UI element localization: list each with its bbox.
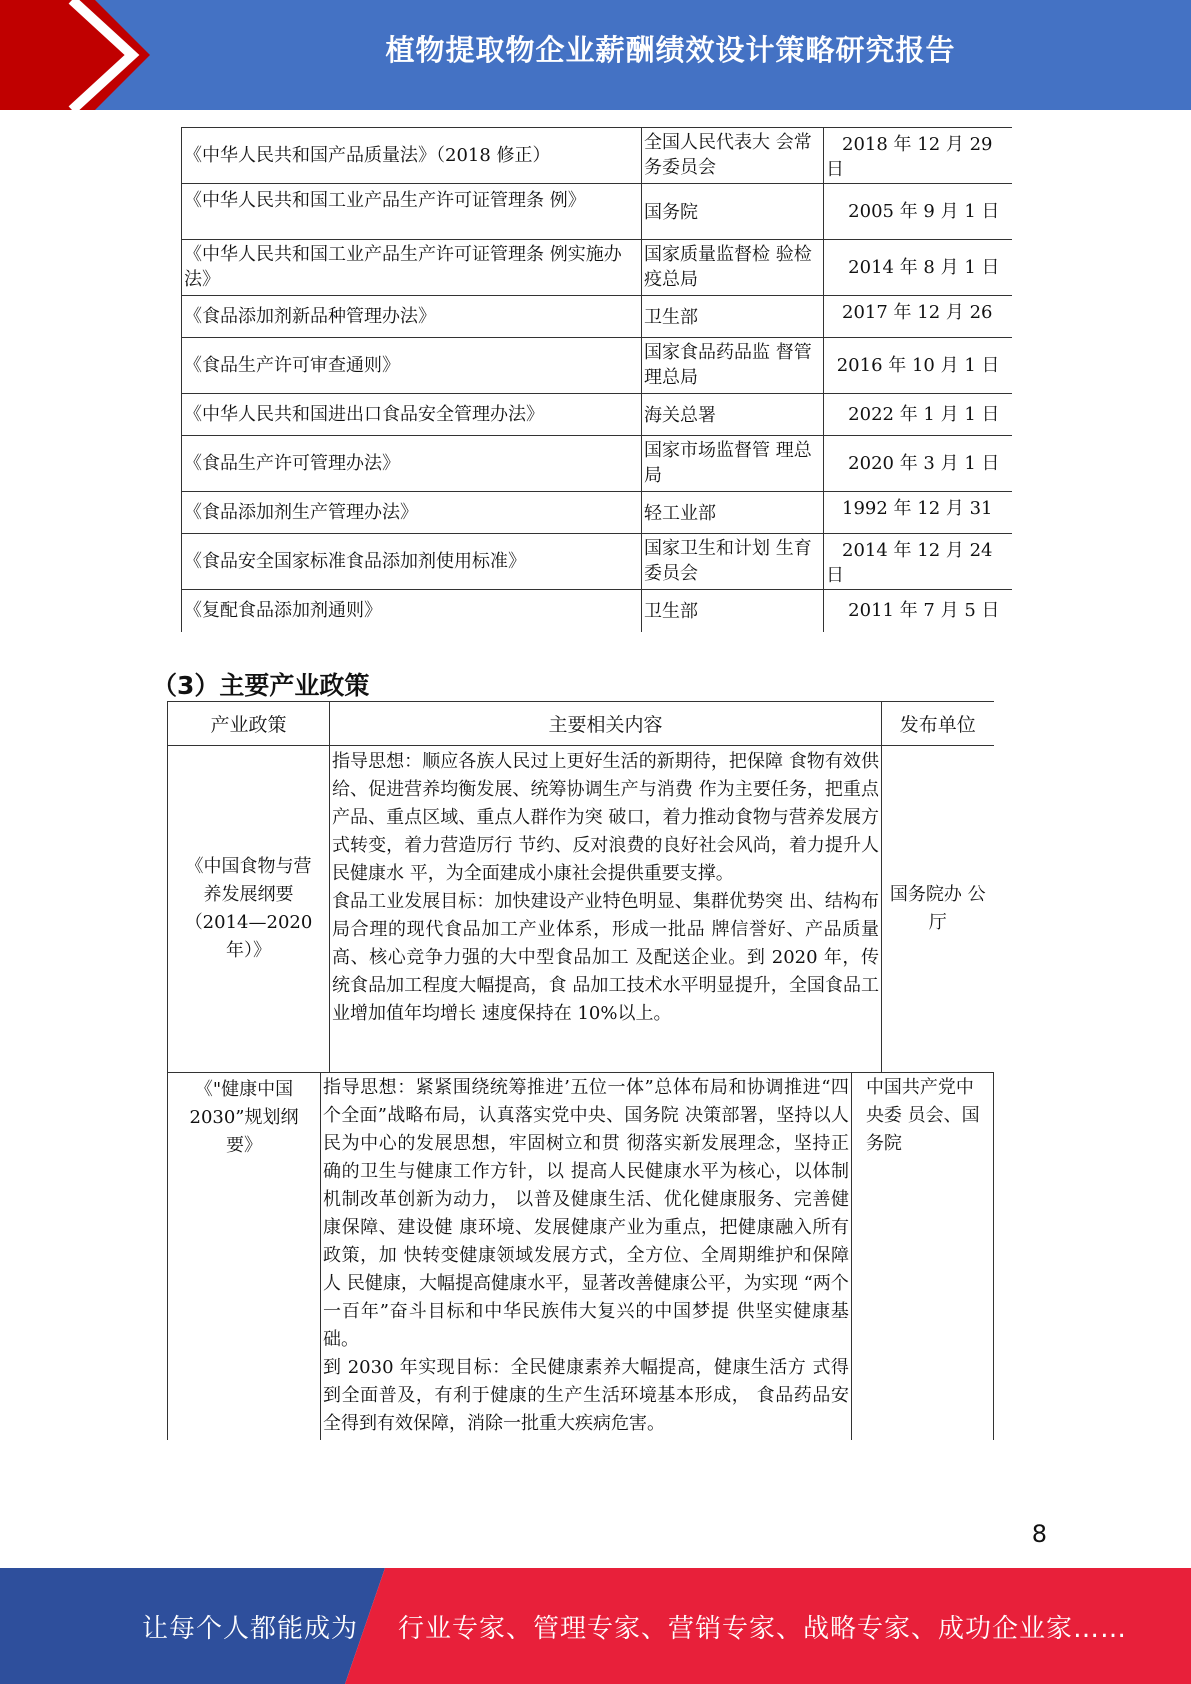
table-row xyxy=(182,128,1012,184)
regulation-issuer: 轻工业部 xyxy=(642,492,824,534)
section-heading: （3）主要产业政策 xyxy=(152,671,370,700)
table-row xyxy=(182,590,1012,632)
header-content: 主要相关内容 xyxy=(330,702,882,746)
regulation-name: 《复配食品添加剂通则》 xyxy=(182,590,642,632)
regulation-name: 《食品生产许可管理办法》 xyxy=(182,436,642,492)
regulation-date-line: 日 xyxy=(826,159,844,180)
regulation-name: 《食品生产许可审查通则》 xyxy=(182,338,642,394)
footer-slogan-right: 行业专家、管理专家、营销专家、战略专家、成功企业家…… xyxy=(398,1614,1128,1644)
regulation-issuer: 国家质量监督检 验检疫总局 xyxy=(642,240,824,296)
policy-table xyxy=(167,701,994,1434)
policy-header-row xyxy=(168,702,994,746)
regulation-issuer: 卫生部 xyxy=(642,296,824,338)
table-row xyxy=(182,394,1012,436)
regulation-date: 2014 年 8 月 1 日 xyxy=(824,240,1012,296)
regulation-issuer: 海关总署 xyxy=(642,394,824,436)
regulations-table xyxy=(181,127,1012,632)
table-row xyxy=(182,436,1012,492)
regulation-issuer: 全国人民代表大 会常务委员会 xyxy=(642,128,824,184)
regulation-date: 2017 年 12 月 26 xyxy=(824,296,1012,338)
regulation-date: 2005 年 9 月 1 日 xyxy=(824,184,1012,240)
regulation-name: 《中华人民共和国产品质量法》（2018 修正） xyxy=(182,128,642,184)
policy-content-paragraph: 到 2030 年实现目标：全民健康素养大幅提高，健康生活方 式得到全面普及，有利于健康的生产生活环境基本形成， 食品药品安全得到有效保障，消除一批重大疾病危害。 xyxy=(323,1357,849,1434)
regulation-date-line: 2014 年 12 月 24 xyxy=(842,540,993,561)
regulation-name: 《中华人民共和国进出口食品安全管理办法》 xyxy=(182,394,642,436)
table-row xyxy=(168,1072,994,1440)
regulation-name: 《中华人民共和国工业产品生产许可证管理条 例实施办法》 xyxy=(182,240,642,296)
page-header xyxy=(0,0,1191,110)
regulation-date-line: 2018 年 12 月 29 xyxy=(842,134,993,155)
footer-slogan-left: 让每个人都能成为 xyxy=(142,1614,359,1644)
policy-issuer: 国务院办 公厅 xyxy=(882,746,994,1073)
header-chevron-decoration xyxy=(0,0,150,110)
policy-content-paragraph: 食品工业发展目标：加快建设产业特色明显、集群优势突 出、结构布局合理的现代食品加工产业体系，形成一批品 牌信誉好、产品质量高、核心竞争力强的大中型食品加工 及配送企业。到 2020 年，传统食品加工程度大幅提高，食 品加工技术水平明显提升，全国食品工业增加值年均增长 速度保持在 10%以上。 xyxy=(332,891,879,1024)
page-number: 8 xyxy=(1031,1520,1047,1548)
regulation-name: 《食品添加剂生产管理办法》 xyxy=(182,492,642,534)
policy-table-continued xyxy=(167,1072,994,1440)
regulation-name: 《食品安全国家标准食品添加剂使用标准》 xyxy=(182,534,642,590)
regulation-date: 2016 年 10 月 1 日 xyxy=(824,338,1012,394)
policy-content xyxy=(330,746,882,1073)
regulation-date xyxy=(824,534,1012,590)
page-footer xyxy=(0,1568,1191,1684)
regulation-date: 2020 年 3 月 1 日 xyxy=(824,436,1012,492)
regulation-issuer: 国家食品药品监 督管理总局 xyxy=(642,338,824,394)
header-issuer: 发布单位 xyxy=(882,702,994,746)
regulation-issuer: 卫生部 xyxy=(642,590,824,632)
regulation-issuer: 国务院 xyxy=(642,184,824,240)
table-row xyxy=(182,492,1012,534)
header-policy: 产业政策 xyxy=(168,702,330,746)
policy-table-main xyxy=(167,701,994,1073)
regulation-date: 1992 年 12 月 31 xyxy=(824,492,1012,534)
regulation-date: 2011 年 7 月 5 日 xyxy=(824,590,1012,632)
policy-name: 《中国食物与营养发展纲要（2014—2020 年）》 xyxy=(168,746,330,1073)
regulation-date-line: 日 xyxy=(826,565,844,586)
table-row xyxy=(182,338,1012,394)
regulation-date: 2022 年 1 月 1 日 xyxy=(824,394,1012,436)
table-row xyxy=(182,240,1012,296)
policy-name: 《"健康中国 2030”规划纲要》 xyxy=(168,1072,321,1440)
regulation-issuer: 国家卫生和计划 生育委员会 xyxy=(642,534,824,590)
report-title: 植物提取物企业薪酬绩效设计策略研究报告 xyxy=(385,33,956,67)
policy-content xyxy=(321,1072,852,1440)
regulation-name: 《中华人民共和国工业产品生产许可证管理条 例》 xyxy=(182,184,642,240)
table-row xyxy=(182,296,1012,338)
policy-issuer: 中国共产党中央委 员会、国务院 xyxy=(851,1072,993,1440)
regulation-date xyxy=(824,128,1012,184)
table-row xyxy=(168,746,994,1073)
policy-content-paragraph: 指导思想：紧紧围绕统筹推进’五位一体”总体布局和协调推进“四个全面”战略布局，认真落实党中央、国务院 决策部署，坚持以人民为中心的发展思想，牢固树立和贯 彻落实新发展理念，坚持正确的卫生与健康工作方针，以 提高人民健康水平为核心，以体制机制改革创新为动力， 以普及健康生活、优化健康服务、完善健康保障、建设健 康环境、发展健康产业为重点，把健康融入所有政策，加 快转变健康领域发展方式，全方位、全周期维护和保障人 民健康，大幅提高健康水平，显著改善健康公平，为实现 “两个一百年”奋斗目标和中华民族伟大复兴的中国梦提 供坚实健康基础。 xyxy=(323,1077,849,1350)
policy-content-paragraph: 指导思想：顺应各族人民过上更好生活的新期待，把保障 食物有效供给、促进营养均衡发展、统筹协调生产与消费 作为主要任务，把重点产品、重点区域、重点人群作为突 破口，着力推动食物与营养发展方式转变，着力营造厉行 节约、反对浪费的良好社会风尚，着力提升人民健康水 平，为全面建成小康社会提供重要支撑。 xyxy=(332,751,879,884)
regulation-issuer: 国家市场监督管 理总局 xyxy=(642,436,824,492)
table-row xyxy=(182,534,1012,590)
table-row xyxy=(182,184,1012,240)
regulation-name: 《食品添加剂新品种管理办法》 xyxy=(182,296,642,338)
